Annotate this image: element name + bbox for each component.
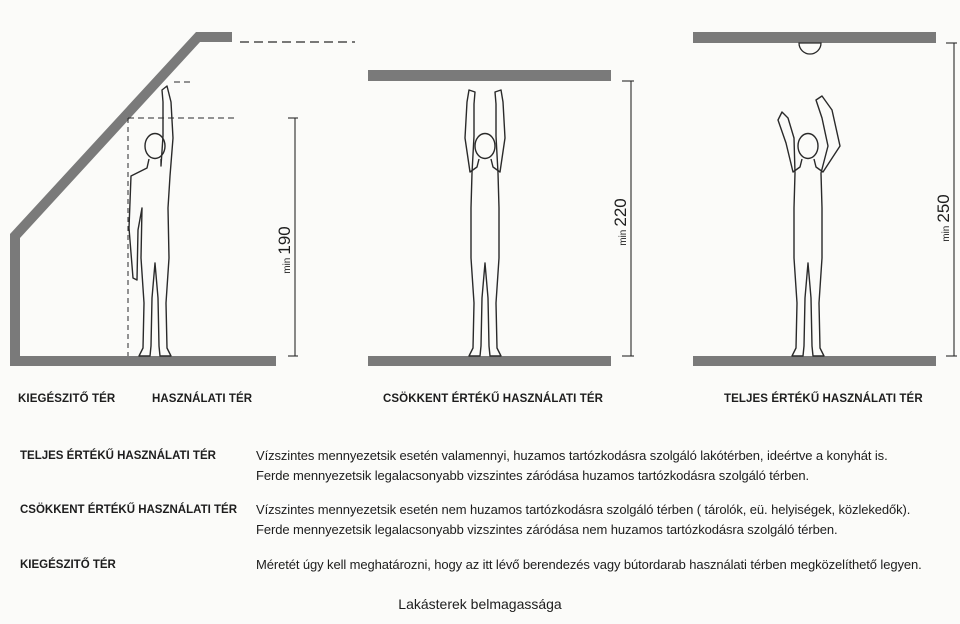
floor-slab-3 [693,356,936,366]
definition-text-csokkent-1: Vízszintes mennyezetsik esetén nem huzamos tartózkodásra szolgáló térben ( tárolók, eü. helyiségek, közlekedők). [256,502,911,517]
definition-text-teljes-1: Vízszintes mennyezetsik esetén valamennyi, huzamos tartózkodásra szolgáló lakótérben, ideértve a konyhát is. [256,448,888,463]
definition-text-kiegeszito-1: Méretét úgy kell meghatározni, hogy az itt lévő berendezés vagy bútordarab használati térben megközelíthető legyen. [256,557,922,572]
definition-text-csokkent-2: Ferde mennyezetsik legalacsonyabb vizszintes záródása nem huzamos tartózkodásra szolgáló térben. [256,522,838,537]
ceiling-slab-3 [693,32,936,43]
definition-term-kiegeszito: KIEGÉSZITŐ TÉR [20,559,116,571]
dimension-label-220: min220 [611,198,630,246]
definition-term-teljes: TELJES ÉRTÉKŰ HASZNÁLATI TÉR [20,450,216,462]
dimension-label-250: min250 [934,194,953,242]
label-kiegeszito-ter: KIEGÉSZITŐ TÉR [18,393,116,405]
panel-reduced-height [368,70,634,366]
definition-text-teljes-2: Ferde mennyezetsik legalacsonyabb vizszintes záródása huzamos tartózkodásra szolgáló térben. [256,468,809,483]
human-figure-two-arms [465,90,505,356]
definition-term-csokkent: CSÖKKENT ÉRTÉKŰ HASZNÁLATI TÉR [20,504,238,516]
label-teljes-erteku: TELJES ÉRTÉKŰ HASZNÁLATI TÉR [724,393,923,405]
panel-full-height [693,32,957,366]
human-figure-raised-arms [778,96,840,356]
sloped-ceiling-slab [10,32,232,358]
panel-sloped-ceiling [10,32,355,366]
figure-caption: Lakásterek belmagassága [398,596,562,612]
human-figure-reaching [129,86,173,356]
label-hasznalati-ter: HASZNÁLATI TÉR [152,393,253,405]
floor-slab-1 [10,356,276,366]
floor-slab-2 [368,356,611,366]
label-csokkent-erteku: CSÖKKENT ÉRTÉKŰ HASZNÁLATI TÉR [383,393,604,405]
ceiling-slab-2 [368,70,611,81]
ceiling-lamp-icon [799,43,821,54]
dimension-label-190: min190 [275,226,294,274]
